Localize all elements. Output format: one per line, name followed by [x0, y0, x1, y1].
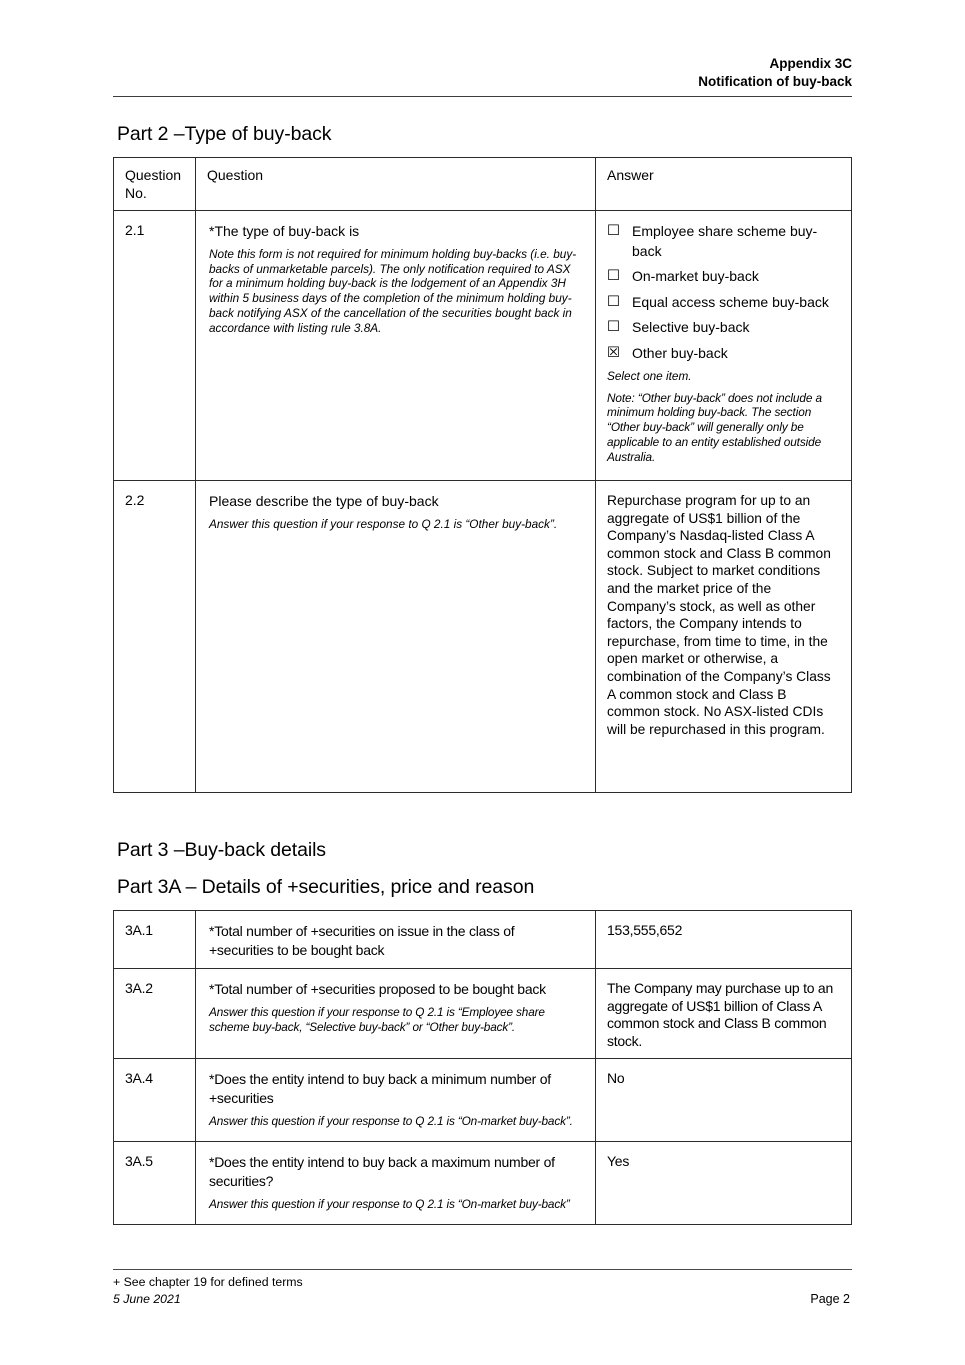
header-form-title: Notification of buy-back: [698, 74, 852, 89]
question-text: *Does the entity intend to buy back a minimum number of +securities: [209, 1071, 551, 1106]
select-one-item-note: Select one item.: [607, 369, 692, 383]
checkbox-unchecked-icon[interactable]: ☐: [607, 293, 620, 310]
question-number: 3A.5: [114, 1142, 196, 1225]
answer-text: No: [607, 1070, 625, 1086]
answer-note: Note: “Other buy-back” does not include a minimum holding buy-back. The section “Other buy-back” will generally only be applicable to an entity established outside Australia.: [607, 390, 822, 464]
question-cell-3a-4: [196, 1059, 596, 1142]
table-row-2-1: [114, 211, 852, 481]
checkbox-option-label: On-market buy-back: [632, 268, 759, 284]
table-row-3a-4: [114, 1059, 852, 1142]
question-cell-2-1: [196, 211, 596, 481]
checkbox-option-label: Other buy-back: [632, 344, 728, 361]
checkbox-option-label: Employee share scheme buy-back: [632, 223, 818, 259]
part3a-heading: Part 3A – Details of +securities, price and reason: [117, 876, 535, 898]
answer-text: The Company may purchase up to an aggregate of US$1 billion of Class A common stock and Class B common stock.: [607, 980, 833, 1049]
document-footer: [113, 1269, 852, 1307]
question-note: Answer this question if your response to Q 2.1 is “Other buy-back”.: [209, 517, 558, 531]
answer-cell-3a-5: [596, 1142, 852, 1225]
question-number: 3A.2: [114, 969, 196, 1059]
question-number: 3A.4: [114, 1059, 196, 1142]
checkbox-unchecked-icon[interactable]: ☐: [607, 223, 620, 239]
footer-defined-terms: + See chapter 19 for defined terms: [113, 1275, 303, 1289]
question-note: Answer this question if your response to Q 2.1 is “Employee share scheme buy-back, “Selective buy-back” or “Other buy-back”.: [209, 1005, 545, 1034]
header-appendix-title: Appendix 3C: [769, 56, 852, 71]
answer-text: Repurchase program for up to an aggregate of US$1 billion of the Company’s Nasdaq-listed Class A common stock and Class B common stock. Subject to market conditions and the market price of the Company’s stock, as well as other factors, the Company intends to repurchase, from time to time, in the open market or otherwise, a combination of the Company’s Class A common stock and Class B common stock. No ASX-listed CDIs will be repurchased in this program.: [607, 493, 831, 737]
question-text: *Does the entity intend to buy back a maximum number of securities?: [209, 1154, 555, 1189]
table-row-2-2: [114, 481, 852, 793]
answer-text: 153,555,652: [607, 922, 683, 938]
question-number: 2.1: [114, 211, 196, 481]
question-text: *The type of buy-back is: [209, 223, 360, 239]
answer-cell-3a-4: [596, 1059, 852, 1142]
question-note: Answer this question if your response to Q 2.1 is “On-market buy-back”.: [209, 1114, 573, 1128]
part2-table-header-row: [114, 158, 852, 211]
checkbox-option-label: Selective buy-back: [632, 319, 750, 335]
question-number: 2.2: [114, 481, 196, 793]
header-divider: [113, 96, 852, 97]
table-row-3a-1: [114, 911, 852, 969]
question-text: *Total number of +securities proposed to be bought back: [209, 981, 546, 997]
answer-cell-3a-1: [596, 911, 852, 969]
checkbox-option-selective[interactable]: [607, 318, 841, 338]
answer-cell-3a-2: [596, 969, 852, 1059]
column-header-question-no: Question No.: [114, 158, 196, 211]
table-row-3a-5: [114, 1142, 852, 1225]
checkbox-option-equal-access-scheme[interactable]: [607, 293, 841, 313]
checkbox-option-employee-share-scheme[interactable]: [607, 222, 841, 261]
document-header: [113, 55, 852, 91]
question-note: Answer this question if your response to Q 2.1 is “On-market buy-back”: [209, 1197, 570, 1211]
checkbox-option-on-market[interactable]: [607, 267, 841, 287]
part2-table: [113, 157, 852, 793]
question-cell-2-2: [196, 481, 596, 793]
checkbox-unchecked-icon[interactable]: ☐: [607, 268, 620, 284]
footer-date: 5 June 2021: [113, 1291, 181, 1306]
column-header-answer: Answer: [596, 158, 852, 211]
question-note: Note this form is not required for minimum holding buy-backs (i.e. buy-backs of unmarketable parcels). The only notification required to ASX for a minimum holding buy-back is the lodgement of an Appendix 3H within 5 business days of the completion of the minimum holding buy-back notifying ASX of the cancellation of the securities bought back in accordance with listing rule 3.8A.: [209, 247, 577, 335]
question-number: 3A.1: [114, 911, 196, 969]
part3a-table: [113, 910, 852, 1225]
checkbox-option-other[interactable]: [607, 344, 841, 364]
answer-text: Yes: [607, 1153, 630, 1169]
question-cell-3a-2: [196, 969, 596, 1059]
part2-heading: Part 2 –Type of buy-back: [117, 123, 332, 145]
question-text: *Total number of +securities on issue in the class of +securities to be bought back: [209, 923, 515, 958]
checkbox-option-label: Equal access scheme buy-back: [632, 293, 829, 310]
column-header-question: Question: [196, 158, 596, 211]
question-cell-3a-5: [196, 1142, 596, 1225]
table-row-3a-2: [114, 969, 852, 1059]
checkbox-unchecked-icon[interactable]: ☐: [607, 319, 620, 335]
answer-cell-2-1: [596, 211, 852, 481]
question-cell-3a-1: [196, 911, 596, 969]
page-number: Page 2: [810, 1292, 850, 1306]
part3-heading: Part 3 –Buy-back details: [117, 839, 326, 861]
question-text: Please describe the type of buy-back: [209, 493, 439, 509]
answer-cell-2-2: [596, 481, 852, 793]
checkbox-checked-icon[interactable]: ☒: [607, 344, 620, 361]
